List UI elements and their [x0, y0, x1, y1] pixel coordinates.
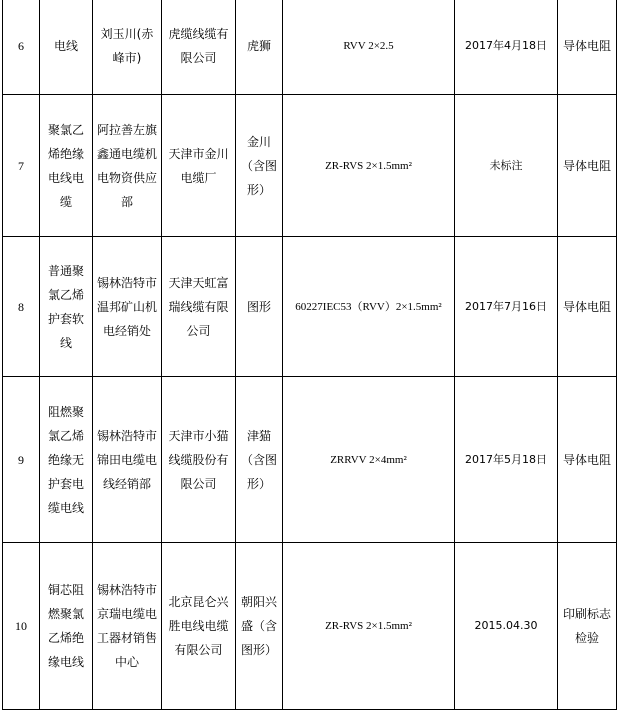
production-date: 2015.04.30 — [455, 543, 558, 710]
row-number: 7 — [3, 95, 40, 237]
table-row — [3, 0, 617, 95]
seller-name: 阿拉善左旗鑫通电缆机电物资供应部 — [93, 95, 162, 237]
product-name: 电线 — [40, 0, 93, 95]
product-name: 普通聚氯乙烯护套软线 — [40, 237, 93, 377]
row-number: 8 — [3, 237, 40, 377]
production-date: 未标注 — [455, 95, 558, 237]
manufacturer-name: 天津天虹富瑞线缆有限公司 — [162, 237, 236, 377]
failed-item: 导体电阻 — [558, 95, 617, 237]
row-number: 6 — [3, 0, 40, 95]
table-row — [3, 237, 617, 377]
seller-name: 锡林浩特市温邦矿山机电经销处 — [93, 237, 162, 377]
brand-name: 津猫（含图形） — [236, 377, 283, 543]
failed-item: 导体电阻 — [558, 377, 617, 543]
failed-item: 导体电阻 — [558, 237, 617, 377]
production-date: 2017年7月16日 — [455, 237, 558, 377]
brand-name: 金川（含图形） — [236, 95, 283, 237]
seller-name: 刘玉川(赤峰市) — [93, 0, 162, 95]
table-row — [3, 95, 617, 237]
manufacturer-name: 天津市小猫线缆股份有限公司 — [162, 377, 236, 543]
manufacturer-name: 北京昆仑兴胜电线电缆有限公司 — [162, 543, 236, 710]
brand-name: 虎狮 — [236, 0, 283, 95]
model-spec: ZR-RVS 2×1.5mm² — [283, 95, 455, 237]
product-name: 聚氯乙烯绝缘电线电缆 — [40, 95, 93, 237]
failed-item: 导体电阻 — [558, 0, 617, 95]
model-spec: ZR-RVS 2×1.5mm² — [283, 543, 455, 710]
production-date: 2017年4月18日 — [455, 0, 558, 95]
table-row — [3, 543, 617, 710]
model-spec: RVV 2×2.5 — [283, 0, 455, 95]
table-row — [3, 377, 617, 543]
failed-item: 印刷标志检验 — [558, 543, 617, 710]
seller-name: 锡林浩特市京瑞电缆电工器材销售中心 — [93, 543, 162, 710]
manufacturer-name: 天津市金川电缆厂 — [162, 95, 236, 237]
seller-name: 锡林浩特市锦田电缆电线经销部 — [93, 377, 162, 543]
brand-name: 图形 — [236, 237, 283, 377]
row-number: 10 — [3, 543, 40, 710]
product-name: 阻燃聚氯乙烯绝缘无护套电缆电线 — [40, 377, 93, 543]
product-table — [2, 0, 617, 710]
model-spec: 60227IEC53（RVV）2×1.5mm² — [283, 237, 455, 377]
production-date: 2017年5月18日 — [455, 377, 558, 543]
row-number: 9 — [3, 377, 40, 543]
model-spec: ZRRVV 2×4mm² — [283, 377, 455, 543]
product-name: 铜芯阻燃聚氯乙烯绝缘电线 — [40, 543, 93, 710]
brand-name: 朝阳兴盛（含图形） — [236, 543, 283, 710]
manufacturer-name: 虎缆线缆有限公司 — [162, 0, 236, 95]
